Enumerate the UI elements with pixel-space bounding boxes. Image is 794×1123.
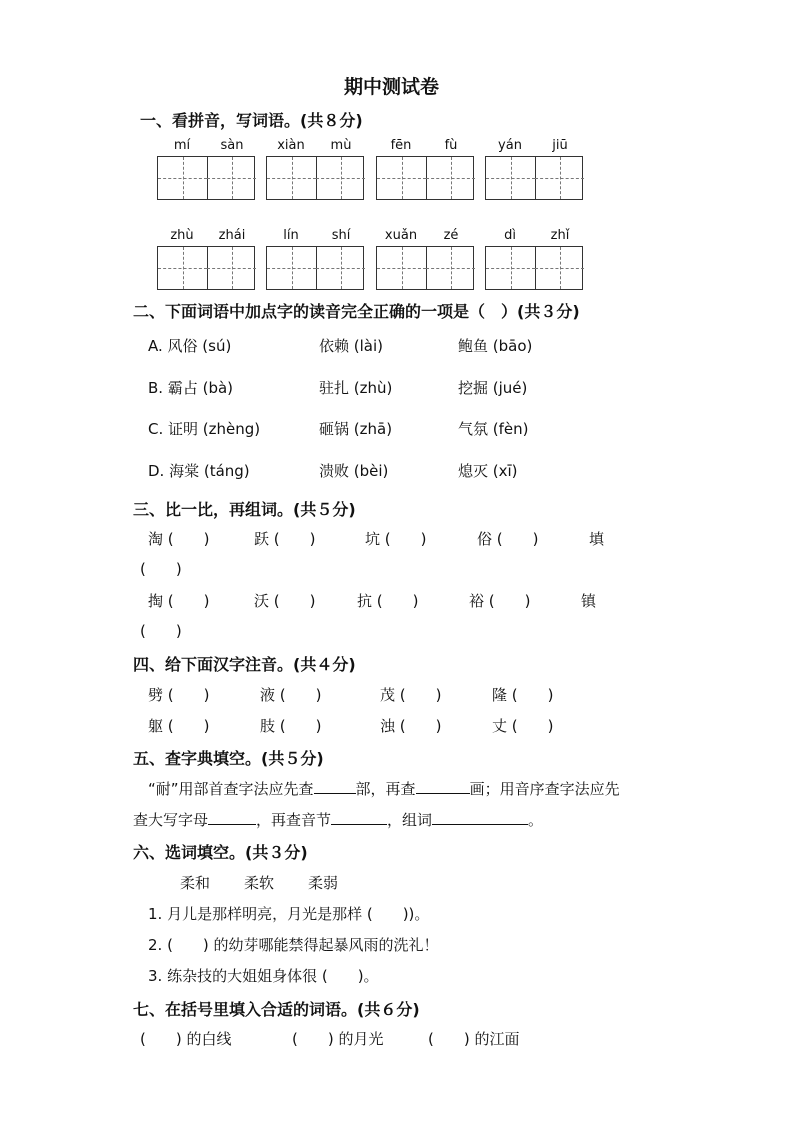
dictionary-text: 查大写字母 <box>133 811 209 829</box>
writing-box[interactable] <box>266 246 364 290</box>
pinyin-label: zhái <box>218 228 246 243</box>
writing-box[interactable] <box>266 156 364 200</box>
fill-blank[interactable] <box>331 810 387 825</box>
compare-item: 裕 ( ) <box>469 592 531 610</box>
compare-item: ( ) <box>140 560 182 578</box>
option-d-word-1: D. 海棠 (táng) <box>148 462 250 480</box>
fill-blank[interactable] <box>208 810 256 825</box>
page-title: 期中测试卷 <box>344 76 440 98</box>
fill-blank[interactable] <box>314 779 356 794</box>
option-c-word-3: 气氛 (fèn) <box>458 420 529 438</box>
pinyin-label: fēn <box>390 138 412 153</box>
pinyin-label: jiū <box>552 138 568 153</box>
option-b-word-1: B. 霸占 (bà) <box>148 379 234 397</box>
dictionary-text: 。 <box>528 811 544 829</box>
compare-item: 抗 ( ) <box>357 592 419 610</box>
option-c-word-1: C. 证明 (zhèng) <box>148 420 261 438</box>
pinyin-label: xiàn <box>277 138 305 153</box>
word-choice: 柔软 <box>244 874 275 892</box>
word-choice: 柔和 <box>180 874 211 892</box>
phonetic-item: 肢 ( ) <box>260 717 322 735</box>
pinyin-label: yán <box>498 138 522 153</box>
dictionary-line-2 <box>133 809 543 830</box>
writing-box[interactable] <box>376 246 474 290</box>
fill-phrase: ( ) 的江面 <box>428 1030 520 1048</box>
pinyin-label: shí <box>331 228 351 243</box>
option-d-word-3: 熄灭 (xī) <box>458 462 518 480</box>
compare-item: 坑 ( ) <box>365 530 427 548</box>
pinyin-label: mí <box>173 138 191 153</box>
writing-box[interactable] <box>376 156 474 200</box>
word-choice: 柔弱 <box>308 874 339 892</box>
q6-heading: 六、选词填空。(共３分) <box>133 843 308 862</box>
dictionary-text: 部，再查 <box>355 780 416 798</box>
phonetic-item: 躯 ( ) <box>148 717 210 735</box>
pinyin-label: fù <box>444 138 458 153</box>
phonetic-item: 液 ( ) <box>260 686 322 704</box>
q1-heading: 一、看拼音，写词语。(共８分) <box>140 111 363 130</box>
pinyin-label: zhù <box>170 228 194 243</box>
q7-heading: 七、在括号里填入合适的词语。(共６分) <box>133 1000 420 1019</box>
pinyin-label: dì <box>504 228 516 243</box>
compare-item: 淘 ( ) <box>148 530 210 548</box>
writing-box[interactable] <box>157 246 255 290</box>
option-a-word-2: 依赖 (lài) <box>319 337 383 355</box>
compare-item: 镇 <box>581 592 597 610</box>
pinyin-label: lín <box>283 228 299 243</box>
dictionary-text: ，组词 <box>387 811 433 829</box>
sentence-item: 2. ( ) 的幼芽哪能禁得起暴风雨的洗礼！ <box>148 936 439 954</box>
q3-heading: 三、比一比，再组词。(共５分) <box>133 500 356 519</box>
option-d-word-2: 溃败 (bèi) <box>319 462 389 480</box>
pinyin-label: sàn <box>220 138 244 153</box>
pinyin-label: mù <box>330 138 352 153</box>
option-a-word-1: A. 风俗 (sú) <box>148 337 232 355</box>
dictionary-text: “耐”用部首查字法应先查 <box>148 780 314 798</box>
compare-item: 掏 ( ) <box>148 592 210 610</box>
option-b-word-2: 驻扎 (zhù) <box>319 379 393 397</box>
pinyin-label: xuǎn <box>384 228 418 243</box>
pinyin-label: zhǐ <box>550 228 570 243</box>
dictionary-line-1 <box>148 778 620 799</box>
fill-phrase: ( ) 的月光 <box>292 1030 384 1048</box>
fill-blank[interactable] <box>416 779 470 794</box>
fill-phrase: ( ) 的白线 <box>140 1030 232 1048</box>
compare-item: 填 <box>589 530 605 548</box>
q5-heading: 五、查字典填空。(共５分) <box>133 749 324 768</box>
compare-item: 沃 ( ) <box>254 592 316 610</box>
fill-blank[interactable] <box>432 810 528 825</box>
compare-item: 俗 ( ) <box>477 530 539 548</box>
option-c-word-2: 砸锅 (zhā) <box>319 420 393 438</box>
phonetic-item: 劈 ( ) <box>148 686 210 704</box>
q4-heading: 四、给下面汉字注音。(共４分) <box>133 655 356 674</box>
phonetic-item: 隆 ( ) <box>492 686 554 704</box>
sentence-item: 1. 月儿是那样明亮，月光是那样 ( ))。 <box>148 905 430 923</box>
pinyin-label: zé <box>443 228 459 243</box>
dictionary-text: ，再查音节 <box>256 811 332 829</box>
q2-heading: 二、下面词语中加点字的读音完全正确的一项是（ ）(共３分) <box>133 302 580 321</box>
writing-box[interactable] <box>485 246 583 290</box>
writing-box[interactable] <box>157 156 255 200</box>
option-b-word-3: 挖掘 (jué) <box>458 379 528 397</box>
sentence-item: 3. 练杂技的大姐姐身体很 ( )。 <box>148 967 379 985</box>
phonetic-item: 丈 ( ) <box>492 717 554 735</box>
compare-item: ( ) <box>140 622 182 640</box>
phonetic-item: 浊 ( ) <box>380 717 442 735</box>
option-a-word-3: 鲍鱼 (bāo) <box>458 337 533 355</box>
writing-box[interactable] <box>485 156 583 200</box>
compare-item: 跃 ( ) <box>254 530 316 548</box>
phonetic-item: 茂 ( ) <box>380 686 442 704</box>
dictionary-text: 画；用音序查字法应先 <box>469 780 620 798</box>
